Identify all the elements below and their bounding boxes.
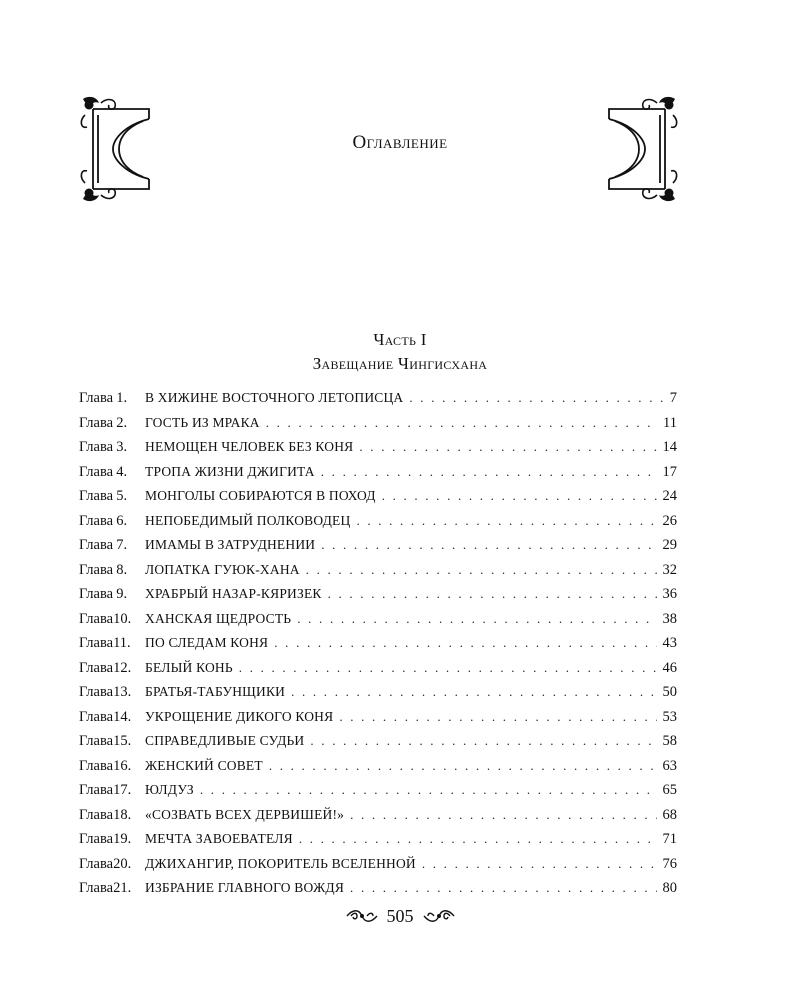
chapter-number: 11. <box>113 635 131 651</box>
chapter-page: 68 <box>662 806 677 823</box>
dot-leader <box>239 660 657 676</box>
chapter-page: 11 <box>663 414 677 431</box>
chapter-number: 16. <box>113 757 132 774</box>
dot-leader <box>310 733 656 749</box>
chapter-number: 15. <box>113 733 132 749</box>
chapter-page: 43 <box>662 635 677 651</box>
chapter-number: 7. <box>116 537 128 553</box>
chapter-page: 80 <box>662 880 677 896</box>
chapter-title: ТРОПА ЖИЗНИ ДЖИГИТА <box>145 463 315 479</box>
chapter-number: 20. <box>113 855 132 872</box>
dot-leader <box>306 562 657 578</box>
dot-leader <box>382 488 657 504</box>
dot-leader <box>269 758 657 774</box>
dot-leader <box>321 464 657 480</box>
dot-leader <box>359 439 656 455</box>
toc-entry[interactable] <box>79 562 677 587</box>
dot-leader <box>328 586 657 602</box>
chapter-title: ХРАБРЫЙ НАЗАР-КЯРИЗЕК <box>145 586 322 601</box>
chapter-label: Глава14. <box>79 708 132 725</box>
chapter-title: ПО СЛЕДАМ КОНЯ <box>145 635 269 650</box>
chapter-label: Глава10. <box>79 610 132 627</box>
toc-entry[interactable] <box>79 856 677 881</box>
chapter-label: Глава 7. <box>79 537 128 553</box>
dot-leader <box>422 856 657 872</box>
chapter-title: МЕЧТА ЗАВОЕВАТЕЛЯ <box>145 831 293 846</box>
chapter-number: 6. <box>116 512 128 529</box>
chapter-title: «СОЗВАТЬ ВСЕХ ДЕРВИШЕЙ!» <box>145 806 345 822</box>
chapter-page: 32 <box>662 561 677 578</box>
chapter-page: 58 <box>662 733 677 749</box>
toc-entry[interactable] <box>79 439 677 464</box>
chapter-page: 26 <box>662 512 677 529</box>
chapter-title: БЕЛЫЙ КОНЬ <box>145 659 233 675</box>
chapter-label: Глава18. <box>79 806 132 823</box>
chapter-number: 17. <box>113 782 132 798</box>
chapter-page: 38 <box>662 610 677 627</box>
chapter-page: 29 <box>662 537 677 553</box>
chapter-page: 65 <box>662 782 677 798</box>
chapter-label: Глава12. <box>79 659 132 676</box>
chapter-title: В ХИЖИНЕ ВОСТОЧНОГО ЛЕТОПИСЦА <box>145 390 404 405</box>
chapter-number: 4. <box>116 463 128 480</box>
toc-entry[interactable] <box>79 537 677 562</box>
chapter-label: Глава21. <box>79 880 132 896</box>
chapter-title: ЮЛДУЗ <box>145 782 194 797</box>
chapter-title: ЛОПАТКА ГУЮК-ХАНА <box>145 561 300 577</box>
page-footer <box>0 905 800 927</box>
chapter-number: 10. <box>113 610 132 627</box>
chapter-number: 12. <box>113 659 132 676</box>
chapter-label: Глава17. <box>79 782 132 798</box>
dot-leader <box>274 635 656 651</box>
chapter-number: 5. <box>116 488 128 504</box>
chapter-label: Глава 8. <box>79 561 128 578</box>
chapter-title: МОНГОЛЫ СОБИРАЮТСЯ В ПОХОД <box>145 488 376 503</box>
chapter-page: 17 <box>662 463 677 480</box>
chapter-label: Глава19. <box>79 831 132 847</box>
chapter-title: ЖЕНСКИЙ СОВЕТ <box>145 757 263 773</box>
fleuron-right-icon <box>422 905 456 927</box>
dot-leader <box>339 709 656 725</box>
chapter-page: 53 <box>662 708 677 725</box>
page-number: 505 <box>386 905 414 926</box>
chapter-page: 24 <box>662 488 677 504</box>
fleuron-left-icon <box>345 905 379 927</box>
chapter-page: 46 <box>662 659 677 676</box>
dot-leader <box>266 415 657 431</box>
toc-entry[interactable] <box>79 831 677 856</box>
chapter-label: Глава 6. <box>79 512 128 529</box>
toc-entry[interactable] <box>79 635 677 660</box>
dot-leader <box>321 537 656 553</box>
chapter-title: ХАНСКАЯ ЩЕДРОСТЬ <box>145 610 292 626</box>
toc-entry[interactable] <box>79 586 677 611</box>
chapter-page: 76 <box>662 855 677 872</box>
chapter-title: БРАТЬЯ-ТАБУНЩИКИ <box>145 684 286 699</box>
toc-entry[interactable] <box>79 488 677 513</box>
chapter-label: Глава20. <box>79 855 132 872</box>
chapter-label: Глава13. <box>79 684 132 700</box>
chapter-label: Глава 9. <box>79 586 128 602</box>
toc-entry[interactable] <box>79 782 677 807</box>
chapter-label: Глава 2. <box>79 414 128 431</box>
toc-entry[interactable] <box>79 464 677 489</box>
chapter-title: СПРАВЕДЛИВЫЕ СУДЬИ <box>145 733 305 748</box>
dot-leader <box>299 831 657 847</box>
chapter-title: ДЖИХАНГИР, ПОКОРИТЕЛЬ ВСЕЛЕННОЙ <box>145 855 416 871</box>
chapter-page: 71 <box>662 831 677 847</box>
chapter-title: НЕПОБЕДИМЫЙ ПОЛКОВОДЕЦ <box>145 512 351 528</box>
chapter-number: 9. <box>116 586 128 602</box>
chapter-page: 36 <box>662 586 677 602</box>
chapter-page: 14 <box>662 439 677 455</box>
chapter-title: ИЗБРАНИЕ ГЛАВНОГО ВОЖДЯ <box>145 880 345 895</box>
chapter-title: ИМАМЫ В ЗАТРУДНЕНИИ <box>145 537 316 552</box>
chapter-title: ГОСТЬ ИЗ МРАКА <box>145 414 260 430</box>
chapter-number: 1. <box>116 390 128 406</box>
chapter-page: 50 <box>662 684 677 700</box>
chapter-label: Глава11. <box>79 635 131 651</box>
toc-entry[interactable] <box>79 611 677 636</box>
toc-entry[interactable] <box>79 660 677 685</box>
chapter-label: Глава 4. <box>79 463 128 480</box>
dot-leader <box>350 880 656 896</box>
chapter-number: 21. <box>113 880 132 896</box>
chapter-number: 18. <box>113 806 132 823</box>
dot-leader <box>200 782 657 798</box>
chapter-number: 13. <box>113 684 132 700</box>
page-title: Оглавление <box>352 132 448 153</box>
table-of-contents <box>79 390 677 905</box>
toc-entry[interactable] <box>79 733 677 758</box>
chapter-number: 2. <box>116 414 128 431</box>
toc-entry[interactable] <box>79 684 677 709</box>
toc-entry[interactable] <box>79 513 677 538</box>
dot-leader <box>409 390 663 406</box>
chapter-page: 63 <box>662 757 677 774</box>
toc-entry[interactable] <box>79 758 677 783</box>
toc-entry[interactable] <box>79 880 677 905</box>
chapter-title: НЕМОЩЕН ЧЕЛОВЕК БЕЗ КОНЯ <box>145 439 354 454</box>
chapter-label: Глава 1. <box>79 390 128 406</box>
chapter-number: 8. <box>116 561 128 578</box>
chapter-label: Глава 5. <box>79 488 128 504</box>
toc-entry[interactable] <box>79 415 677 440</box>
dot-leader <box>291 684 656 700</box>
dot-leader <box>350 807 656 823</box>
part-title: Завещание Чингисхана <box>312 354 488 373</box>
chapter-label: Глава 3. <box>79 439 128 455</box>
dot-leader <box>356 513 656 529</box>
chapter-number: 19. <box>113 831 132 847</box>
chapter-title: УКРОЩЕНИЕ ДИКОГО КОНЯ <box>145 708 334 724</box>
chapter-number: 14. <box>113 708 132 725</box>
chapter-label: Глава15. <box>79 733 132 749</box>
toc-entry[interactable] <box>79 807 677 832</box>
dot-leader <box>297 611 656 627</box>
part-number: Часть I <box>373 330 427 349</box>
chapter-label: Глава16. <box>79 757 132 774</box>
chapter-number: 3. <box>116 439 128 455</box>
chapter-page: 7 <box>669 390 677 406</box>
toc-entry[interactable] <box>79 390 677 415</box>
toc-entry[interactable] <box>79 709 677 734</box>
